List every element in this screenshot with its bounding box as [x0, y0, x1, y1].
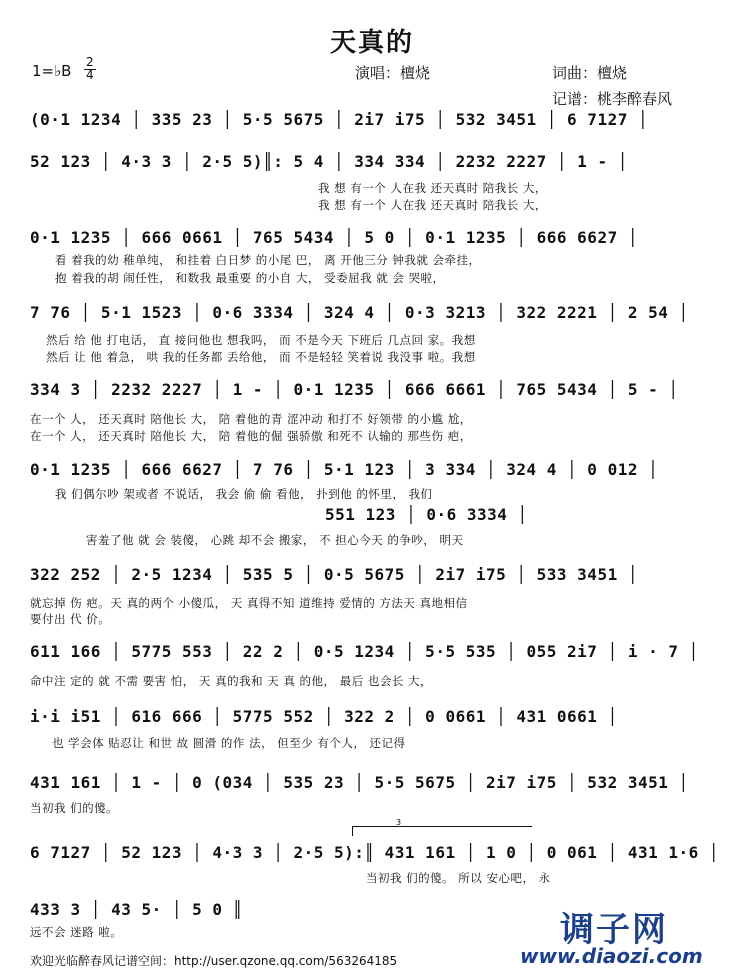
- lyrics-line-7b: 要付出 代 价。: [30, 612, 111, 626]
- lyrics-line-9: 也 学会体 贴忍让 和世 故 圆滑 的作 法， 但至少 有个人， 还记得: [52, 736, 406, 750]
- lyrics-line-3b: 抱 着我的胡 闹任性， 和数我 最重要 的小自 大， 受委屈我 就 会 哭啦，: [55, 271, 445, 285]
- page-title: 天真的: [330, 28, 415, 58]
- score-line-3: 0·1 1235 │ 666 0661 │ 765 5434 │ 5 0 │ 0·1 1235 │ 666 6627 │: [30, 228, 638, 247]
- time-signature-top: 2: [86, 55, 94, 69]
- watermark-logo: 调子网: [560, 910, 668, 950]
- score-line-8: 611 166 │ 5775 553 │ 22 2 │ 0·5 1234 │ 5·5 535 │ 055 2i7 │ i · 7 │: [30, 642, 699, 661]
- lyrics-line-12: 远不会 迷路 啦。: [30, 925, 123, 939]
- score-line-9: i·i i51 │ 616 666 │ 5775 552 │ 322 2 │ 0 0661 │ 431 0661 │: [30, 707, 618, 726]
- composer-credit: 词曲：檀烧: [552, 64, 628, 82]
- score-line-2: 52 123 │ 4·3 3 │ 2·5 5)║: 5 4 │ 334 334 │ 2232 2227 │ 1 - │: [30, 152, 628, 171]
- lyrics-line-4b: 然后 让 他 着急， 哄 我的任务都 丢给他， 而 不是轻轻 笑着说 我没事 啦。我想: [46, 350, 476, 364]
- lyrics-line-6a: 我 们偶尔吵 架或者 不说话， 我会 偷 偷 看他， 扑到他 的怀里， 我们: [55, 487, 433, 501]
- lyrics-line-3a: 看 着我的幼 稚单纯， 和挂着 白日梦 的小尾 巴， 离 开他三分 钟我就 会牵挂，: [55, 253, 481, 267]
- lyrics-line-2a: 我 想 有一个 人在我 还天真时 陪我长 大，: [318, 181, 547, 195]
- score-line-1: (0·1 1234 │ 335 23 │ 5·5 5675 │ 2i7 i75 │ 532 3451 │ 6 7127 │: [30, 110, 649, 129]
- lyrics-line-2b: 我 想 有一个 人在我 还天真时 陪我长 大，: [318, 198, 547, 212]
- score-line-5: 334 3 │ 2232 2227 │ 1 - │ 0·1 1235 │ 666 6661 │ 765 5434 │ 5 - │: [30, 380, 679, 399]
- score-line-4: 7 76 │ 5·1 1523 │ 0·6 3334 │ 324 4 │ 0·3 3213 │ 322 2221 │ 2 54 │: [30, 303, 689, 322]
- lyrics-line-4a: 然后 给 他 打电话， 直 接问他也 想我吗， 而 不是今天 下班后 几点回 家。我想: [46, 333, 476, 347]
- lyrics-line-7a: 就忘掉 伤 疤。天 真的两个 小傻瓜， 天 真得不知 道维持 爱情的 方法天 真地相信: [30, 596, 468, 610]
- lyrics-line-8: 命中注 定的 就 不需 要害 怕， 天 真的我和 天 真 的他， 最后 也会长 大，: [30, 674, 433, 688]
- time-signature-bottom: 4: [86, 68, 94, 82]
- watermark-url: www.diaozi.com: [520, 944, 703, 968]
- key-signature: 1=♭B: [32, 62, 72, 80]
- volta-bracket-end: [352, 826, 353, 836]
- score-line-10: 431 161 │ 1 - │ 0 (034 │ 535 23 │ 5·5 5675 │ 2i7 i75 │ 532 3451 │: [30, 773, 689, 792]
- score-line-11: 6 7127 │ 52 123 │ 4·3 3 │ 2·5 5):║ 431 161 │ 1 0 │ 0 061 │ 431 1·6 │: [30, 843, 720, 862]
- lyrics-line-5a: 在一个 人， 还天真时 陪他长 大， 陪 着他的青 涩冲动 和打不 好领带 的小尴 尬，: [30, 412, 472, 426]
- score-line-6b: 551 123 │ 0·6 3334 │: [325, 505, 528, 524]
- lyrics-line-11: 当初我 们的傻。 所以 安心吧， 永: [366, 871, 551, 885]
- singer-credit: 演唱：檀烧: [355, 64, 431, 82]
- lyrics-line-5b: 在一个 人， 还天真时 陪他长 大， 陪 着他的倔 强骄傲 和死不 认输的 那些伤 疤，: [30, 429, 472, 443]
- volta-number: 3: [396, 818, 402, 827]
- score-line-7: 322 252 │ 2·5 1234 │ 535 5 │ 0·5 5675 │ 2i7 i75 │ 533 3451 │: [30, 565, 638, 584]
- volta-bracket: [352, 826, 532, 827]
- score-line-12: 433 3 │ 43 5· │ 5 0 ║: [30, 900, 243, 919]
- score-line-6: 0·1 1235 │ 666 6627 │ 7 76 │ 5·1 123 │ 3 334 │ 324 4 │ 0 012 │: [30, 460, 659, 479]
- lyrics-line-10: 当初我 们的傻。: [30, 801, 119, 815]
- footer-text: 欢迎光临醉春风记谱空间：http://user.qzone.qq.com/563264185: [30, 954, 398, 968]
- lyrics-line-6b: 害羞了他 就 会 装傻， 心跳 却不会 搬家， 不 担心今天 的争吵， 明天: [86, 533, 464, 547]
- transcriber-credit: 记谱：桃李醉春风: [552, 90, 673, 108]
